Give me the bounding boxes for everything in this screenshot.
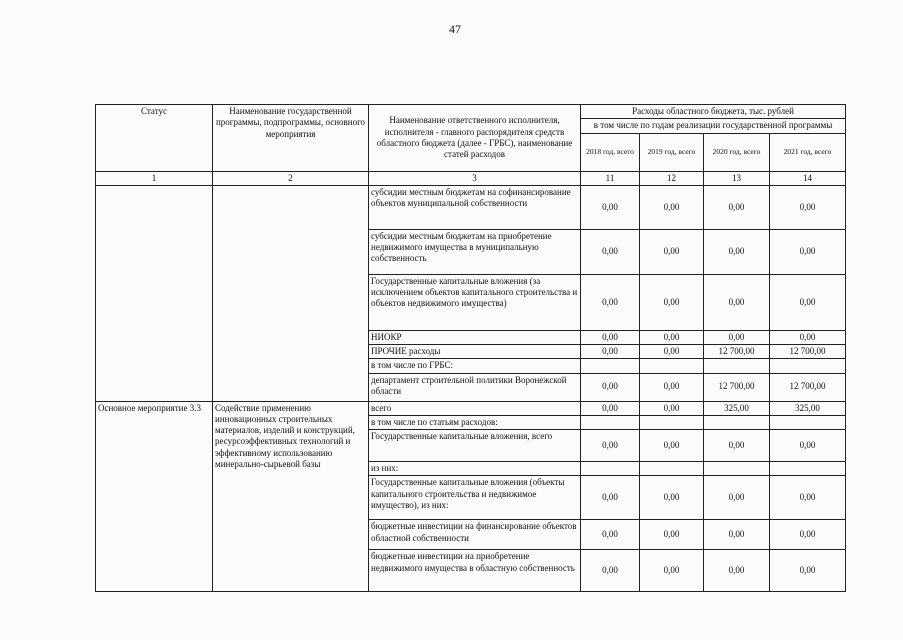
row-label: НИОКР (369, 330, 581, 344)
value-cell: 0,00 (581, 185, 640, 229)
value-cell (640, 415, 704, 429)
row-label: всего (369, 401, 581, 415)
value-cell: 0,00 (640, 229, 704, 274)
header-year-2019: 2019 год, всего (640, 133, 704, 171)
value-cell: 0,00 (581, 520, 640, 550)
value-cell: 0,00 (581, 330, 640, 344)
value-cell: 0,00 (640, 330, 704, 344)
row-label: субсидии местным бюджетам на софинансирование объектов муниципальной собственности (369, 185, 581, 229)
row-label: ПРОЧИЕ расходы (369, 345, 581, 359)
column-number: 2 (213, 171, 369, 185)
row-label: Государственные капитальные вложения, всего (369, 430, 581, 462)
column-number: 11 (581, 171, 640, 185)
value-cell (581, 462, 640, 476)
header-year-2021: 2021 год, всего (770, 133, 846, 171)
column-number: 3 (369, 171, 581, 185)
value-cell: 0,00 (770, 520, 846, 550)
value-cell: 0,00 (640, 520, 704, 550)
table-row (96, 185, 846, 229)
value-cell: 0,00 (581, 229, 640, 274)
value-cell: 0,00 (704, 274, 770, 330)
value-cell: 0,00 (640, 401, 704, 415)
program-cell-empty (213, 185, 369, 401)
header-year-2020: 2020 год, всего (704, 133, 770, 171)
value-cell: 0,00 (640, 373, 704, 401)
value-cell: 0,00 (704, 520, 770, 550)
value-cell (770, 359, 846, 373)
value-cell (770, 462, 846, 476)
column-number: 1 (96, 171, 213, 185)
value-cell: 0,00 (581, 476, 640, 520)
value-cell (704, 415, 770, 429)
row-label: субсидии местным бюджетам на приобретение недвижимого имущества в муниципальную собственность (369, 229, 581, 274)
table-row (96, 401, 846, 415)
value-cell: 0,00 (640, 430, 704, 462)
section-name: Содействие применению инновационных строительных материалов, изделий и конструкций, ресурсоэффективных технологий и эффективному использованию минерально-сырьевой базы (213, 401, 369, 592)
row-label: в том числе по статьям расходов: (369, 415, 581, 429)
header-by-year: в том числе по годам реализации государственной программы (581, 119, 846, 133)
value-cell: 0,00 (581, 401, 640, 415)
header-expenses-title: Расходы областного бюджета, тыс. рублей (581, 105, 846, 119)
value-cell: 0,00 (704, 550, 770, 592)
column-number: 14 (770, 171, 846, 185)
row-label: в том числе по ГРБС: (369, 359, 581, 373)
value-cell: 12 700,00 (770, 373, 846, 401)
row-label: бюджетные инвестиции на финансирование объектов областной собственности (369, 520, 581, 550)
row-label: Государственные капитальные вложения (объекты капитального строительства и недвижимое имущество), из них: (369, 476, 581, 520)
value-cell (640, 462, 704, 476)
value-cell: 0,00 (640, 550, 704, 592)
row-label: департамент строительной политики Воронежской области (369, 373, 581, 401)
value-cell: 0,00 (581, 373, 640, 401)
value-cell: 0,00 (581, 345, 640, 359)
page-number: 47 (449, 22, 461, 36)
header-year-2018: 2018 год, всего (581, 133, 640, 171)
row-label: Государственные капитальные вложения (за исключением объектов капитального строительства и объектов недвижимого имущества) (369, 274, 581, 330)
header-program-name: Наименование государственной программы, подпрограммы, основного мероприятия (213, 105, 369, 172)
value-cell: 0,00 (640, 345, 704, 359)
value-cell: 0,00 (770, 476, 846, 520)
value-cell: 0,00 (770, 330, 846, 344)
section-status: Основное мероприятие 3.3 (96, 401, 213, 592)
value-cell (581, 359, 640, 373)
value-cell: 0,00 (770, 550, 846, 592)
value-cell (640, 359, 704, 373)
value-cell: 0,00 (640, 185, 704, 229)
value-cell: 0,00 (704, 476, 770, 520)
value-cell: 0,00 (704, 330, 770, 344)
value-cell: 0,00 (770, 185, 846, 229)
value-cell (770, 415, 846, 429)
column-numbers-row (96, 171, 846, 185)
value-cell: 12 700,00 (770, 345, 846, 359)
value-cell: 12 700,00 (704, 373, 770, 401)
column-number: 13 (704, 171, 770, 185)
value-cell: 325,00 (770, 401, 846, 415)
header-executor: Наименование ответственного исполнителя, исполнителя - главного распорядителя средств областного бюджета (далее - ГРБС), наименование статей расходов (369, 105, 581, 172)
budget-table (95, 104, 846, 592)
value-cell: 325,00 (704, 401, 770, 415)
value-cell: 0,00 (640, 274, 704, 330)
value-cell: 0,00 (770, 274, 846, 330)
value-cell: 0,00 (640, 476, 704, 520)
status-cell-empty (96, 185, 213, 401)
value-cell: 0,00 (581, 274, 640, 330)
value-cell: 0,00 (581, 550, 640, 592)
value-cell (581, 415, 640, 429)
row-label: бюджетные инвестиции на приобретение недвижимого имущества в областную собственность (369, 550, 581, 592)
value-cell (704, 359, 770, 373)
value-cell: 0,00 (704, 229, 770, 274)
header-status: Статус (96, 105, 213, 172)
value-cell: 12 700,00 (704, 345, 770, 359)
value-cell: 0,00 (770, 229, 846, 274)
value-cell: 0,00 (704, 185, 770, 229)
value-cell: 0,00 (581, 430, 640, 462)
column-number: 12 (640, 171, 704, 185)
row-label: из них: (369, 462, 581, 476)
value-cell (704, 462, 770, 476)
value-cell: 0,00 (704, 430, 770, 462)
value-cell: 0,00 (770, 430, 846, 462)
